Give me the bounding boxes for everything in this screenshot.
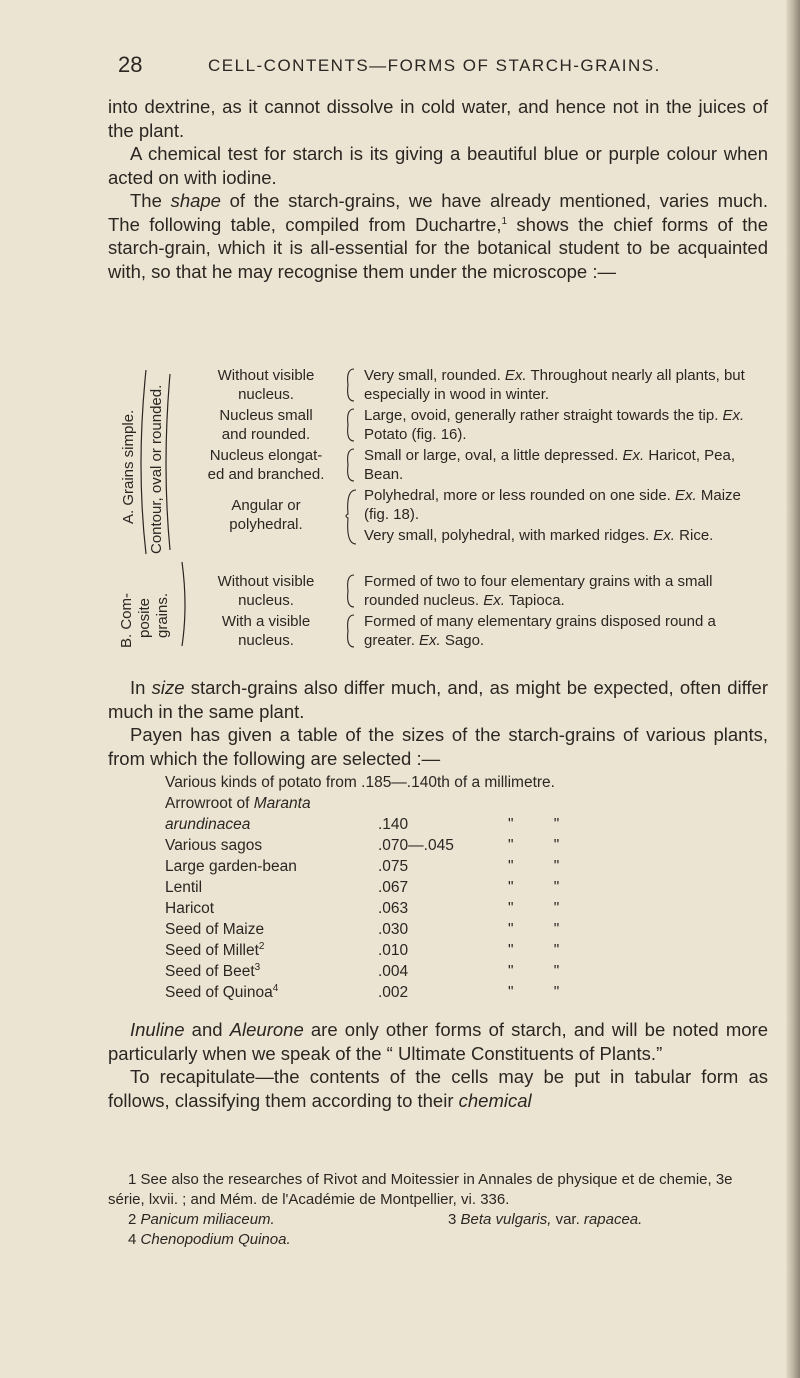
closing-text	[108, 1018, 768, 1112]
paragraph-4: In size starch-grains also differ much, and, as might be expected, often differ much in the same plant.	[108, 677, 768, 722]
class-row-2-desc: Large, ovoid, generally rather straight towards the tip. Ex. Potato (fig. 16).	[364, 407, 745, 443]
running-title: CELL-CONTENTS—FORMS OF STARCH-GRAINS.	[208, 56, 661, 75]
footnote-row	[108, 1210, 768, 1230]
label-compound: B. Com-	[118, 592, 135, 648]
size-row-arrowroot-2: arundinacea .140 " "	[165, 816, 578, 833]
page-edge	[786, 0, 800, 1378]
footnote-3: 3 Beta vulgaris, var. rapacea.	[448, 1211, 643, 1228]
label-grains: grains.	[154, 592, 171, 638]
size-row: Various sagos .070—.045 " "	[165, 837, 578, 854]
label-grains-simple: A. Grains simple.	[120, 409, 137, 524]
size-row: Large garden-bean .075 " "	[165, 858, 578, 875]
label-posite: posite	[136, 597, 153, 638]
footnotes	[108, 1170, 768, 1250]
class-row-6-middle: With a visible nucleus.	[221, 613, 311, 649]
size-row: Seed of Maize .030 " "	[165, 921, 578, 938]
size-row: Lentil .067 " "	[165, 879, 578, 896]
size-row: Seed of Millet$^2$ .010 " "	[165, 940, 578, 959]
class-row-5-desc: Formed of two to four elementary grains with a small rounded nucleus. Ex. Tapioca.	[364, 573, 713, 609]
class-row-2-middle: Nucleus small and rounded.	[219, 407, 313, 443]
row-braces	[342, 366, 362, 656]
size-row: Haricot .063 " "	[165, 900, 578, 917]
class-row-6-desc: Formed of many elementary grains disposed round a greater. Ex. Sago.	[364, 613, 716, 649]
page-header	[118, 52, 758, 82]
class-row-5-middle: Without visible nucleus.	[217, 573, 315, 609]
footnote-1: 1 See also the researches of Rivot and Moitessier in Annales de physique et de chemie, 3e série, lxvii. ; and Mém. de l'Académie de Montpellier, vi. 336.	[108, 1171, 733, 1208]
footnote-4: 4 Chenopodium Quinoa.	[128, 1231, 291, 1248]
size-row-arrowroot: Arrowroot of Maranta	[165, 795, 311, 812]
class-row-4a-desc: Polyhedral, more or less rounded on one side. Ex. Maize (fig. 18).	[364, 487, 741, 523]
intro-text	[108, 95, 768, 283]
paragraph-7: To recapitulate—the contents of the cells may be put in tabular form as follows, classifying them according to their chemical	[108, 1066, 768, 1111]
paragraph-2: A chemical test for starch is its giving a beautiful blue or purple colour when acted on with iodine.	[108, 143, 768, 188]
paragraph-5: Payen has given a table of the sizes of the starch-grains of various plants, from which the following are selected :—	[108, 724, 768, 769]
class-row-4-middle: Angular or polyhedral.	[229, 497, 303, 533]
page-number: 28	[118, 52, 143, 77]
paragraph-1: into dextrine, as it cannot dissolve in cold water, and hence not in the juices of the plant.	[108, 96, 768, 141]
size-row-potato: Various kinds of potato from .185—.140th of a millimetre.	[165, 774, 555, 791]
class-row-1-desc: Very small, rounded. Ex. Throughout nearly all plants, but especially in wood in winter.	[364, 367, 745, 403]
label-contour: Contour, oval or rounded.	[148, 384, 165, 554]
class-row-3-desc: Small or large, oval, a little depressed. Ex. Haricot, Pea, Bean.	[364, 447, 736, 483]
class-row-4b-desc: Very small, polyhedral, with marked ridges. Ex. Rice.	[364, 527, 714, 544]
class-row-1-middle: Without visible nucleus.	[217, 367, 315, 403]
size-row: Seed of Quinoa$^4$ .002 " "	[165, 982, 578, 1001]
size-row: Seed of Beet$^3$ .004 " "	[165, 961, 578, 980]
footnote-2: 2 Panicum miliaceum.	[128, 1211, 275, 1228]
paragraph-6: Inuline and Aleurone are only other forms of starch, and will be noted more particularly when we speak of the “ Ultimate Constituents of Plants.”	[108, 1019, 768, 1064]
paragraph-3: The shape of the starch-grains, we have already mentioned, varies much. The following table, compiled from Duchartre,$^1$ shows the chief forms of the starch-grain, which it is all-essential for the botanical student to be acquainted with, so that he may recognise them under the microscope :—	[108, 190, 768, 282]
starch-classification-table	[108, 366, 768, 656]
size-text	[108, 676, 768, 770]
class-row-3-middle: Nucleus elongat- ed and branched.	[207, 447, 325, 483]
